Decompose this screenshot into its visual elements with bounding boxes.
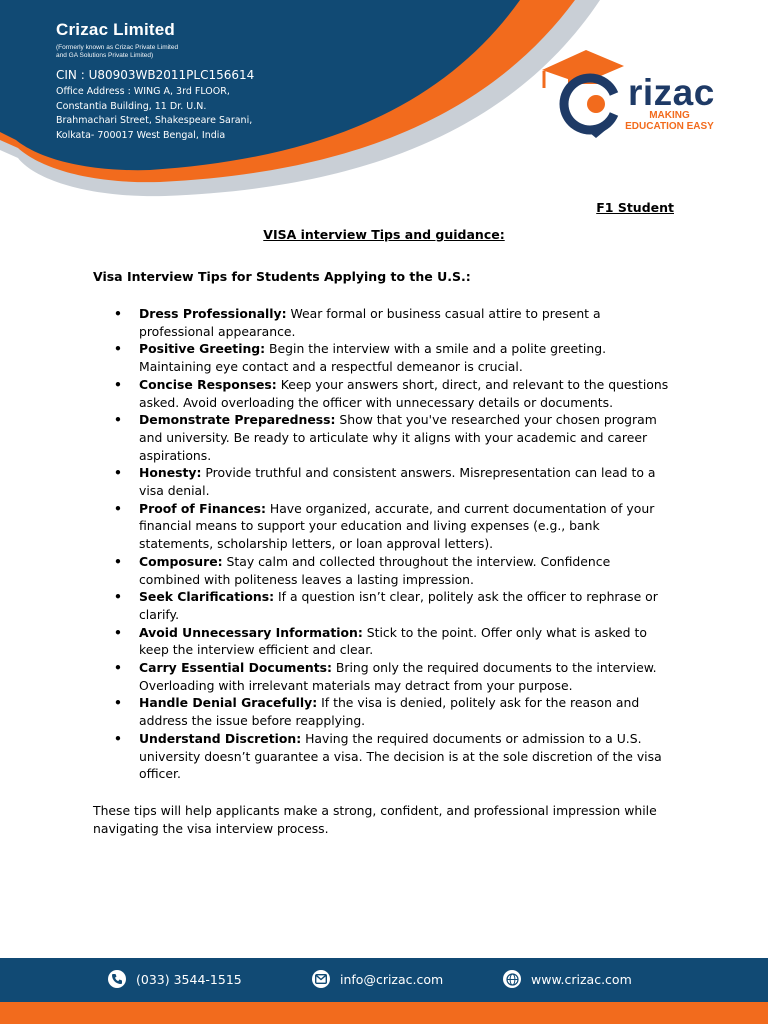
logo-tagline (622, 110, 717, 132)
formerly-line-1: (Formerly known as Crizac Private Limited (56, 44, 179, 51)
tip-text: Begin the interview with a smile and a polite greeting. Maintaining eye contact and a respectful demeanor is crucial. (139, 341, 607, 375)
formerly-line-2: and GA Solutions Private Limited) (56, 52, 154, 59)
address-line: Brahmachari Street, Shakespeare Sarani, (56, 115, 253, 126)
bullet-icon: • (114, 412, 122, 428)
company-name: Crizac Limited (56, 20, 175, 39)
tagline-line-2: EDUCATION EASY (625, 121, 714, 132)
list-item (114, 730, 674, 783)
tip-text: Bring only the required documents to the interview. Overloading with irrelevant materials may detract from your purpose. (139, 660, 657, 693)
bullet-icon: • (114, 695, 122, 711)
list-item (114, 588, 674, 623)
list-item (114, 411, 674, 464)
tip-title: Positive Greeting: (139, 341, 266, 357)
tip-text: Keep your answers short, direct, and relevant to the questions asked. Avoid overloading the officer with unnecessary details or documents. (139, 376, 669, 410)
address-line: Kolkata- 700017 West Bengal, India (56, 129, 226, 141)
tip-title: Dress Professionally: (139, 306, 287, 321)
bullet-icon: • (114, 376, 122, 392)
tip-text: If the visa is denied, politely ask for the reason and address the issue before reapplying. (139, 695, 640, 729)
tip-title: Concise Responses: (139, 376, 277, 392)
list-item (114, 553, 674, 588)
list-item (114, 376, 674, 411)
list-item (114, 659, 674, 694)
crizac-logo (538, 44, 728, 140)
website-url: www.crizac.com (531, 971, 632, 987)
tip-text: Provide truthful and consistent answers. Misrepresentation can lead to a visa denial. (139, 465, 656, 499)
bullet-icon: • (114, 465, 122, 481)
list-item (114, 340, 674, 375)
tip-text: Having the required documents or admission to a U.S. university doesn’t guarantee a visa. The decision is at the sole discretion of the visa officer. (139, 730, 662, 782)
tip-text: Stick to the point. Offer only what is asked to keep the interview efficient and clear. (139, 624, 647, 658)
tip-title: Handle Denial Gracefully: (139, 695, 318, 711)
bullet-icon: • (114, 553, 122, 569)
email-address: info@crizac.com (340, 971, 444, 987)
list-item (114, 464, 674, 499)
list-item (114, 694, 674, 729)
globe-icon (503, 970, 521, 988)
tip-text: Have organized, accurate, and current documentation of your financial means to support your education and living expenses (e.g., bank statements, scholarship letters, or loan approval letters). (139, 500, 655, 552)
tagline-line-1: MAKING (649, 110, 690, 121)
tip-title: Seek Clarifications: (139, 589, 275, 605)
bullet-icon: • (114, 306, 122, 321)
document-category: F1 Student (596, 200, 674, 215)
company-info (56, 20, 254, 143)
tip-text: Stay calm and collected throughout the interview. Confidence combined with politeness leaves a lasting impression. (139, 553, 611, 587)
tip-title: Understand Discretion: (139, 730, 302, 746)
tip-text: Show that you've researched your chosen program and university. Be ready to articulate why it aligns with your academic and career aspirations. (139, 412, 657, 463)
phone-contact[interactable] (108, 970, 242, 988)
bullet-icon: • (114, 500, 122, 516)
document-title: VISA interview Tips and guidance: (263, 227, 505, 242)
tip-text: If a question isn’t clear, politely ask the officer to rephrase or clarify. (139, 589, 658, 622)
bullet-icon: • (114, 589, 122, 605)
list-item (114, 305, 674, 340)
bullet-icon: • (114, 660, 122, 676)
address-line: Constantia Building, 11 Dr. U.N. (56, 100, 207, 112)
tip-title: Carry Essential Documents: (139, 660, 332, 676)
bullet-icon: • (114, 730, 122, 746)
footer-bar (0, 958, 768, 1002)
phone-icon (108, 970, 126, 988)
website-contact[interactable] (503, 970, 632, 988)
phone-number: (033) 3544-1515 (136, 971, 242, 987)
office-address (56, 85, 254, 143)
tip-title: Honesty: (139, 465, 202, 481)
logo-wordmark: rizac (628, 72, 715, 113)
tip-title: Demonstrate Preparedness: (139, 412, 336, 428)
bullet-icon: • (114, 624, 122, 640)
tips-list (114, 305, 674, 783)
cin-number: CIN : U80903WB2011PLC156614 (56, 68, 255, 82)
list-item (114, 624, 674, 659)
footer-accent-stripe (0, 1002, 768, 1024)
tip-title: Avoid Unnecessary Information: (139, 624, 363, 640)
tip-title: Proof of Finances: (139, 500, 266, 516)
section-heading: Visa Interview Tips for Students Applying to the U.S.: (93, 269, 471, 284)
closing-paragraph: These tips will help applicants make a strong, confident, and professional impression while navigating the visa interview process. (93, 803, 657, 836)
email-icon (312, 970, 330, 988)
address-line: Office Address : WING A, 3rd FLOOR, (56, 86, 230, 97)
bullet-icon: • (114, 341, 122, 357)
company-former-names (56, 44, 254, 60)
tip-text: Wear formal or business casual attire to present a professional appearance. (139, 306, 601, 339)
email-contact[interactable] (312, 970, 443, 988)
tip-title: Composure: (139, 553, 223, 569)
list-item (114, 500, 674, 553)
